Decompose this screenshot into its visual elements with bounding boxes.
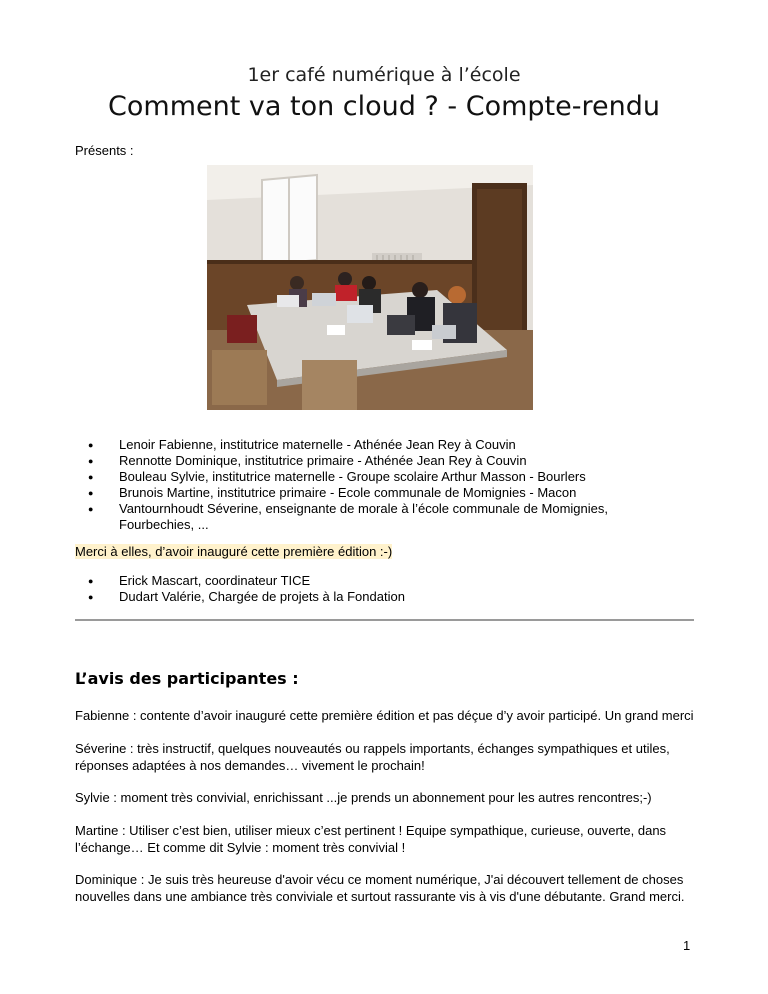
document-subtitle: 1er café numérique à l’école	[247, 64, 521, 86]
feedback-paragraph: Dominique : Je suis très heureuse d'avoir vécu ce moment numérique, J'ai découvert tellement de choses nouvelles dans une ambiance très conviviale et surtout rassurante vis à vis d'une débutante. Grand merci.	[75, 872, 685, 904]
document-title: Comment va ton cloud ? - Compte-rendu	[108, 91, 660, 122]
list-item: ● Lenoir Fabienne, institutrice maternelle - Athénée Jean Rey à Couvin	[75, 437, 639, 453]
highlighted-text: Merci à elles, d’avoir inauguré cette première édition :-)	[75, 544, 393, 559]
list-item: ● Bouleau Sylvie, institutrice maternelle - Groupe scolaire Arthur Masson - Bourlers	[75, 469, 639, 485]
thanks-note	[75, 544, 392, 559]
presents-label: Présents :	[75, 143, 134, 158]
list-item: ● Dudart Valérie, Chargée de projets à la Fondation	[75, 589, 639, 605]
list-item: ● Vantournhoudt Séverine, enseignante de morale à l’école communale de Momignies, Fourbechies, ...	[75, 501, 639, 533]
horizontal-divider	[75, 619, 694, 621]
classroom-photo	[207, 165, 533, 410]
list-item: ● Erick Mascart, coordinateur TICE	[75, 573, 639, 589]
page-number: 1	[683, 938, 691, 953]
organisers-list	[75, 573, 639, 605]
feedback-paragraph: Fabienne : contente d’avoir inauguré cette première édition et pas déçue d’y avoir participé. Un grand merci	[75, 708, 694, 723]
section-heading: L’avis des participantes :	[75, 669, 299, 688]
list-item: ● Brunois Martine, institutrice primaire - Ecole communale de Momignies - Macon	[75, 485, 639, 501]
feedback-paragraph: Séverine : très instructif, quelques nouveautés ou rappels importants, échanges sympathiques et utiles, réponses adaptées à nos demandes… vivement le prochain!	[75, 741, 670, 773]
feedback-paragraph: Martine : Utiliser c’est bien, utiliser mieux c’est pertinent ! Equipe sympathique, curieuse, ouverte, dans l’échange… Et comme dit Sylvie : moment très convivial !	[75, 823, 667, 855]
list-item: ● Rennotte Dominique, institutrice primaire - Athénée Jean Rey à Couvin	[75, 453, 639, 469]
participants-list	[75, 437, 639, 533]
feedback-paragraph: Sylvie : moment très convivial, enrichissant ...je prends un abonnement pour les autres rencontres;-)	[75, 790, 652, 805]
